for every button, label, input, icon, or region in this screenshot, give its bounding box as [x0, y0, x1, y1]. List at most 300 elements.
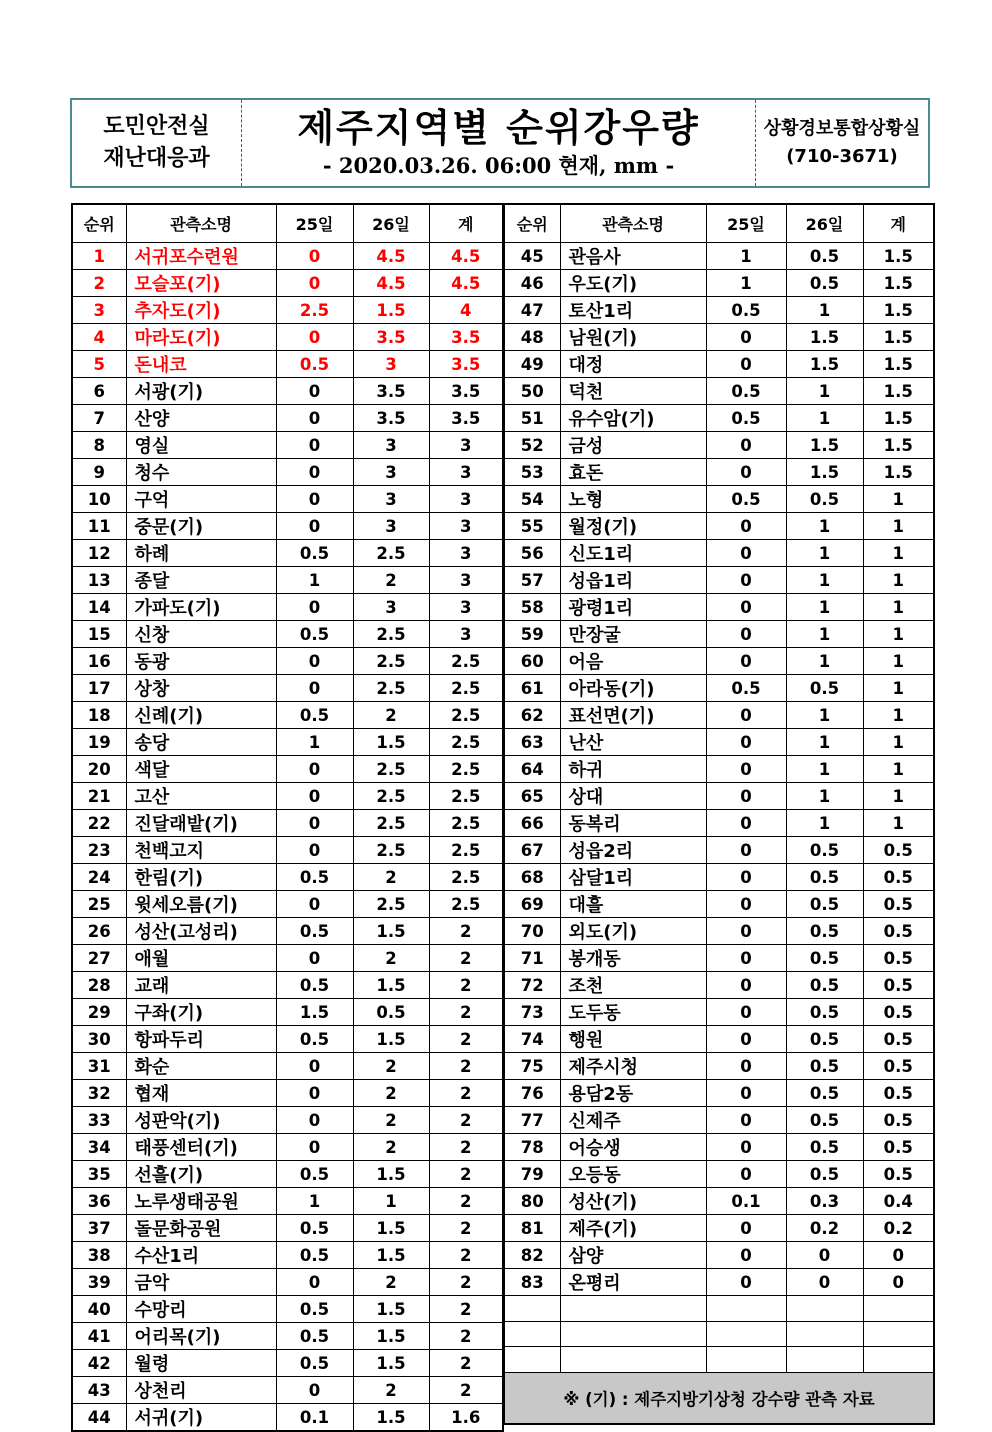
station-name-cell: 선흘(기) — [126, 1161, 276, 1188]
day25-cell: 0 — [706, 1215, 786, 1242]
day26-cell: 3 — [353, 513, 429, 540]
empty-cell — [504, 1321, 560, 1347]
rank-cell: 16 — [72, 648, 126, 675]
total-cell: 1.5 — [863, 378, 934, 405]
day26-cell: 1.5 — [786, 351, 863, 378]
total-cell: 2 — [429, 1188, 503, 1215]
day26-cell: 2.5 — [353, 837, 429, 864]
day25-cell: 1 — [276, 567, 353, 594]
table-row — [504, 486, 934, 513]
day26-cell: 1 — [786, 810, 863, 837]
table-row — [72, 945, 503, 972]
station-name-cell: 성산(기) — [560, 1188, 706, 1215]
station-name-cell: 제주(기) — [560, 1215, 706, 1242]
day25-cell: 0 — [706, 1107, 786, 1134]
day25-cell: 0.5 — [276, 1026, 353, 1053]
col-day26: 26일 — [786, 204, 863, 243]
station-name-cell: 유수암(기) — [560, 405, 706, 432]
total-cell: 2 — [429, 1134, 503, 1161]
station-name-cell: 하귀 — [560, 756, 706, 783]
table-row — [72, 1242, 503, 1269]
day26-cell: 1.5 — [353, 297, 429, 324]
day25-cell: 0 — [706, 756, 786, 783]
station-name-cell: 대흘 — [560, 891, 706, 918]
table-row — [504, 999, 934, 1026]
total-cell: 3 — [429, 459, 503, 486]
day25-cell: 0 — [706, 891, 786, 918]
total-cell: 2 — [429, 1242, 503, 1269]
day26-cell: 2.5 — [353, 756, 429, 783]
day25-cell: 0 — [276, 324, 353, 351]
station-name-cell: 어음 — [560, 648, 706, 675]
day25-cell: 0 — [276, 675, 353, 702]
empty-cell — [863, 1347, 934, 1373]
table-row — [72, 891, 503, 918]
rank-cell: 23 — [72, 837, 126, 864]
ranking-rows-right — [504, 243, 934, 1424]
day25-cell: 0 — [706, 918, 786, 945]
day25-cell: 0 — [706, 1053, 786, 1080]
rank-cell: 26 — [72, 918, 126, 945]
table-row — [504, 783, 934, 810]
table-row — [504, 729, 934, 756]
day25-cell: 0.5 — [276, 1215, 353, 1242]
rank-cell: 39 — [72, 1269, 126, 1296]
total-cell: 2.5 — [429, 837, 503, 864]
empty-cell — [504, 1296, 560, 1322]
rank-cell: 6 — [72, 378, 126, 405]
station-name-cell: 어승생 — [560, 1134, 706, 1161]
station-name-cell: 성산(고성리) — [126, 918, 276, 945]
day25-cell: 0.5 — [706, 486, 786, 513]
rank-cell: 3 — [72, 297, 126, 324]
table-row — [72, 1026, 503, 1053]
rank-cell: 41 — [72, 1323, 126, 1350]
total-cell: 2 — [429, 1107, 503, 1134]
total-cell: 0.5 — [863, 1161, 934, 1188]
day25-cell: 0 — [276, 648, 353, 675]
total-cell: 3 — [429, 540, 503, 567]
day26-cell: 2 — [353, 864, 429, 891]
rank-cell: 32 — [72, 1080, 126, 1107]
table-row — [72, 783, 503, 810]
empty-cell — [560, 1347, 706, 1373]
day25-cell: 0 — [276, 1377, 353, 1404]
rank-cell: 17 — [72, 675, 126, 702]
rank-cell: 67 — [504, 837, 560, 864]
station-name-cell: 봉개동 — [560, 945, 706, 972]
station-name-cell: 성읍1리 — [560, 567, 706, 594]
table-row — [72, 594, 503, 621]
station-name-cell: 윗세오름(기) — [126, 891, 276, 918]
day26-cell: 0.5 — [786, 270, 863, 297]
rank-cell: 83 — [504, 1269, 560, 1296]
day26-cell: 1.5 — [353, 918, 429, 945]
table-row — [72, 324, 503, 351]
total-cell: 0.5 — [863, 945, 934, 972]
station-name-cell: 금성 — [560, 432, 706, 459]
day25-cell: 0.5 — [706, 378, 786, 405]
total-cell: 4.5 — [429, 270, 503, 297]
station-name-cell: 수산1리 — [126, 1242, 276, 1269]
empty-row — [504, 1321, 934, 1347]
ranking-table-right — [503, 203, 935, 1425]
total-cell: 1 — [863, 729, 934, 756]
table-row — [72, 648, 503, 675]
table-row — [504, 675, 934, 702]
rank-cell: 9 — [72, 459, 126, 486]
day26-cell: 1.5 — [786, 324, 863, 351]
rank-cell: 33 — [72, 1107, 126, 1134]
total-cell: 0 — [863, 1242, 934, 1269]
total-cell: 0 — [863, 1269, 934, 1296]
total-cell: 0.4 — [863, 1188, 934, 1215]
total-cell: 3 — [429, 432, 503, 459]
table-row — [72, 972, 503, 999]
total-cell: 1.5 — [863, 270, 934, 297]
day26-cell: 0.5 — [786, 864, 863, 891]
table-row — [504, 540, 934, 567]
day26-cell: 1 — [786, 756, 863, 783]
day26-cell: 1 — [786, 540, 863, 567]
day25-cell: 0 — [276, 1269, 353, 1296]
total-cell: 1 — [863, 513, 934, 540]
rank-cell: 21 — [72, 783, 126, 810]
col-rank: 순위 — [72, 204, 126, 243]
rank-cell: 69 — [504, 891, 560, 918]
day26-cell: 2.5 — [353, 891, 429, 918]
rank-cell: 22 — [72, 810, 126, 837]
total-cell: 1.5 — [863, 324, 934, 351]
table-row — [504, 864, 934, 891]
table-row — [504, 405, 934, 432]
day26-cell: 0.5 — [786, 1134, 863, 1161]
day25-cell: 0 — [706, 459, 786, 486]
total-cell: 3 — [429, 594, 503, 621]
table-row — [72, 459, 503, 486]
rank-cell: 40 — [72, 1296, 126, 1323]
day25-cell: 0 — [706, 1080, 786, 1107]
total-cell: 1 — [863, 702, 934, 729]
day26-cell: 0.2 — [786, 1215, 863, 1242]
day25-cell: 0 — [706, 702, 786, 729]
day26-cell: 3 — [353, 594, 429, 621]
empty-cell — [786, 1321, 863, 1347]
day25-cell: 0.5 — [276, 351, 353, 378]
total-cell: 0.5 — [863, 864, 934, 891]
total-cell: 1 — [863, 540, 934, 567]
empty-cell — [560, 1296, 706, 1322]
total-cell: 1 — [863, 486, 934, 513]
station-name-cell: 청수 — [126, 459, 276, 486]
total-cell: 2.5 — [429, 864, 503, 891]
total-cell: 2 — [429, 945, 503, 972]
day25-cell: 0 — [706, 972, 786, 999]
total-cell: 2.5 — [429, 810, 503, 837]
rank-cell: 2 — [72, 270, 126, 297]
day26-cell: 1.5 — [353, 972, 429, 999]
rank-cell: 47 — [504, 297, 560, 324]
table-row — [72, 432, 503, 459]
day26-cell: 0.5 — [786, 891, 863, 918]
total-cell: 2 — [429, 999, 503, 1026]
table-row — [72, 1215, 503, 1242]
day26-cell: 1 — [786, 378, 863, 405]
table-row — [504, 837, 934, 864]
day25-cell: 0 — [276, 243, 353, 270]
day26-cell: 0.5 — [786, 918, 863, 945]
day25-cell: 0 — [706, 1161, 786, 1188]
col-rank: 순위 — [504, 204, 560, 243]
rank-cell: 5 — [72, 351, 126, 378]
station-name-cell: 교래 — [126, 972, 276, 999]
total-cell: 1.5 — [863, 297, 934, 324]
station-name-cell: 애월 — [126, 945, 276, 972]
day25-cell: 0.5 — [276, 702, 353, 729]
day26-cell: 1.5 — [786, 459, 863, 486]
day26-cell: 3 — [353, 432, 429, 459]
day25-cell: 0 — [706, 324, 786, 351]
table-row — [504, 1188, 934, 1215]
total-cell: 0.5 — [863, 1107, 934, 1134]
day25-cell: 0 — [706, 594, 786, 621]
report-header — [70, 98, 930, 188]
day26-cell: 2.5 — [353, 648, 429, 675]
station-name-cell: 효돈 — [560, 459, 706, 486]
station-name-cell: 진달래밭(기) — [126, 810, 276, 837]
day26-cell: 1 — [786, 648, 863, 675]
total-cell: 4 — [429, 297, 503, 324]
rank-cell: 65 — [504, 783, 560, 810]
table-row — [504, 243, 934, 270]
table-row — [72, 756, 503, 783]
rank-cell: 18 — [72, 702, 126, 729]
total-cell: 2 — [429, 972, 503, 999]
day25-cell: 0.1 — [706, 1188, 786, 1215]
station-name-cell: 영실 — [126, 432, 276, 459]
total-cell: 1 — [863, 594, 934, 621]
day26-cell: 0.5 — [786, 1161, 863, 1188]
day26-cell: 2.5 — [353, 783, 429, 810]
day26-cell: 1 — [786, 297, 863, 324]
day26-cell: 4.5 — [353, 243, 429, 270]
col-total: 계 — [429, 204, 503, 243]
total-cell: 4.5 — [429, 243, 503, 270]
day25-cell: 0 — [706, 351, 786, 378]
station-name-cell: 협재 — [126, 1080, 276, 1107]
day26-cell: 1 — [786, 783, 863, 810]
ranking-table-left — [71, 203, 504, 1432]
station-name-cell: 산양 — [126, 405, 276, 432]
day25-cell: 0.5 — [276, 972, 353, 999]
col-station: 관측소명 — [126, 204, 276, 243]
day26-cell: 1 — [786, 513, 863, 540]
day25-cell: 0 — [706, 837, 786, 864]
station-name-cell: 구좌(기) — [126, 999, 276, 1026]
day26-cell: 1 — [786, 621, 863, 648]
col-day25: 25일 — [276, 204, 353, 243]
rank-cell: 53 — [504, 459, 560, 486]
rank-cell: 70 — [504, 918, 560, 945]
day25-cell: 0 — [276, 756, 353, 783]
station-name-cell: 어리목(기) — [126, 1323, 276, 1350]
day26-cell: 0.5 — [353, 999, 429, 1026]
table-row — [72, 378, 503, 405]
total-cell: 0.2 — [863, 1215, 934, 1242]
rank-cell: 20 — [72, 756, 126, 783]
station-name-cell: 송당 — [126, 729, 276, 756]
rank-cell: 36 — [72, 1188, 126, 1215]
table-row — [504, 891, 934, 918]
day26-cell: 2 — [353, 945, 429, 972]
rank-cell: 77 — [504, 1107, 560, 1134]
station-name-cell: 도두동 — [560, 999, 706, 1026]
total-cell: 2 — [429, 1296, 503, 1323]
total-cell: 1.5 — [863, 405, 934, 432]
rank-cell: 27 — [72, 945, 126, 972]
station-name-cell: 용담2동 — [560, 1080, 706, 1107]
day25-cell: 1.5 — [276, 999, 353, 1026]
total-cell: 2.5 — [429, 729, 503, 756]
station-name-cell: 구억 — [126, 486, 276, 513]
rank-cell: 60 — [504, 648, 560, 675]
table-header-row — [504, 204, 934, 243]
rank-cell: 82 — [504, 1242, 560, 1269]
day26-cell: 1.5 — [353, 1026, 429, 1053]
rank-cell: 74 — [504, 1026, 560, 1053]
station-name-cell: 신도1리 — [560, 540, 706, 567]
station-name-cell: 행원 — [560, 1026, 706, 1053]
table-row — [72, 513, 503, 540]
table-row — [72, 1053, 503, 1080]
rank-cell: 71 — [504, 945, 560, 972]
total-cell: 2 — [429, 1080, 503, 1107]
station-name-cell: 중문(기) — [126, 513, 276, 540]
rank-cell: 15 — [72, 621, 126, 648]
table-row — [72, 297, 503, 324]
total-cell: 0.5 — [863, 1026, 934, 1053]
day26-cell: 2 — [353, 702, 429, 729]
day25-cell: 0 — [276, 405, 353, 432]
day26-cell: 1 — [786, 567, 863, 594]
empty-row — [504, 1296, 934, 1322]
day25-cell: 0.5 — [276, 918, 353, 945]
total-cell: 1.5 — [863, 432, 934, 459]
station-name-cell: 태풍센터(기) — [126, 1134, 276, 1161]
day26-cell: 1.5 — [353, 1404, 429, 1432]
rank-cell: 25 — [72, 891, 126, 918]
station-name-cell: 성읍2리 — [560, 837, 706, 864]
empty-cell — [706, 1321, 786, 1347]
day25-cell: 0 — [276, 1080, 353, 1107]
day25-cell: 0 — [706, 810, 786, 837]
station-name-cell: 모슬포(기) — [126, 270, 276, 297]
page-subtitle: - 2020.03.26. 06:00 현재, mm - — [322, 153, 675, 178]
day26-cell: 3 — [353, 459, 429, 486]
station-name-cell: 금악 — [126, 1269, 276, 1296]
total-cell: 2 — [429, 1053, 503, 1080]
total-cell: 2.5 — [429, 648, 503, 675]
table-row — [504, 1053, 934, 1080]
table-row — [504, 1215, 934, 1242]
rank-cell: 49 — [504, 351, 560, 378]
day25-cell: 0 — [276, 270, 353, 297]
day26-cell: 2.5 — [353, 540, 429, 567]
table-row — [72, 1188, 503, 1215]
day25-cell: 0 — [706, 432, 786, 459]
station-name-cell: 삼달1리 — [560, 864, 706, 891]
page-title: 제주지역별 순위강우량 — [297, 106, 700, 150]
table-row — [72, 270, 503, 297]
station-name-cell: 신제주 — [560, 1107, 706, 1134]
day25-cell: 0 — [706, 945, 786, 972]
rank-cell: 50 — [504, 378, 560, 405]
rank-cell: 62 — [504, 702, 560, 729]
table-row — [72, 486, 503, 513]
day26-cell: 1.5 — [786, 432, 863, 459]
station-name-cell: 오등동 — [560, 1161, 706, 1188]
rank-cell: 79 — [504, 1161, 560, 1188]
table-row — [72, 729, 503, 756]
note-row — [504, 1372, 934, 1424]
table-row — [504, 945, 934, 972]
rank-cell: 10 — [72, 486, 126, 513]
day25-cell: 0 — [276, 378, 353, 405]
total-cell: 0.5 — [863, 918, 934, 945]
total-cell: 1 — [863, 810, 934, 837]
day25-cell: 0 — [276, 837, 353, 864]
total-cell: 2.5 — [429, 675, 503, 702]
table-row — [504, 1269, 934, 1296]
table-row — [504, 1242, 934, 1269]
rank-cell: 19 — [72, 729, 126, 756]
table-row — [72, 1107, 503, 1134]
day26-cell: 0.5 — [786, 1053, 863, 1080]
col-station: 관측소명 — [560, 204, 706, 243]
table-row — [504, 270, 934, 297]
source-note: ※ (기) : 제주지방기상청 강수량 관측 자료 — [504, 1372, 934, 1424]
day25-cell: 0 — [706, 567, 786, 594]
table-row — [72, 1161, 503, 1188]
table-row — [72, 540, 503, 567]
rank-cell: 45 — [504, 243, 560, 270]
rank-cell: 78 — [504, 1134, 560, 1161]
station-name-cell: 광령1리 — [560, 594, 706, 621]
station-name-cell: 난산 — [560, 729, 706, 756]
total-cell: 2 — [429, 1350, 503, 1377]
table-row — [72, 999, 503, 1026]
total-cell: 0.5 — [863, 837, 934, 864]
station-name-cell: 동복리 — [560, 810, 706, 837]
empty-cell — [863, 1296, 934, 1322]
rank-cell: 31 — [72, 1053, 126, 1080]
day25-cell: 0 — [706, 729, 786, 756]
day26-cell: 0.5 — [786, 1026, 863, 1053]
rank-cell: 35 — [72, 1161, 126, 1188]
day26-cell: 1.5 — [353, 1296, 429, 1323]
station-name-cell: 항파두리 — [126, 1026, 276, 1053]
day26-cell: 1.5 — [353, 729, 429, 756]
table-row — [504, 1134, 934, 1161]
rank-cell: 57 — [504, 567, 560, 594]
total-cell: 0.5 — [863, 1134, 934, 1161]
total-cell: 2.5 — [429, 756, 503, 783]
total-cell: 2 — [429, 1377, 503, 1404]
total-cell: 3 — [429, 486, 503, 513]
rank-cell: 12 — [72, 540, 126, 567]
total-cell: 2.5 — [429, 891, 503, 918]
rank-cell: 61 — [504, 675, 560, 702]
